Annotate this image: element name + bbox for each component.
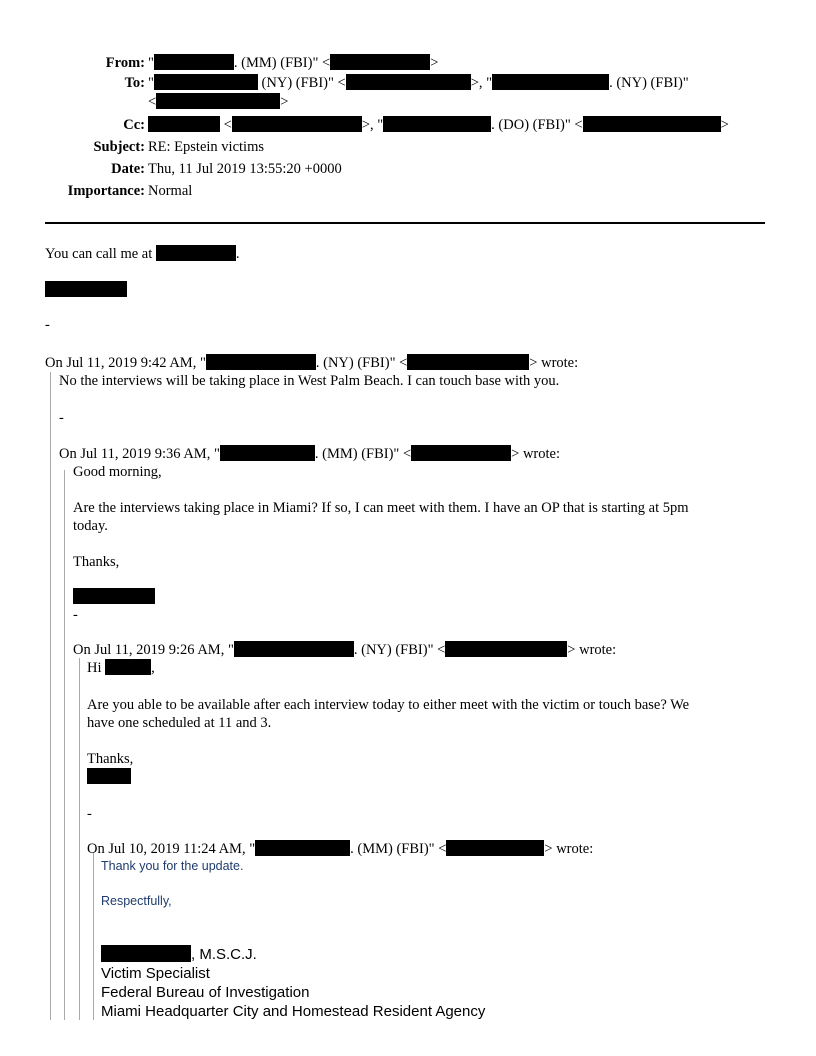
- quote-thanks: Thanks,: [87, 751, 134, 767]
- date-value: Thu, 11 Jul 2019 13:55:20 +0000: [148, 161, 342, 177]
- quote-intro: [73, 641, 616, 659]
- signature-office: Miami Headquarter City and Homestead Resident Agency: [101, 1003, 486, 1020]
- body-text: You can call me at: [45, 246, 156, 262]
- quote-intro-text: > wrote:: [511, 446, 560, 462]
- redaction-block: [383, 116, 491, 132]
- signature-line: [45, 281, 127, 299]
- from-text: ": [148, 55, 154, 71]
- quote-bar: [79, 658, 80, 1020]
- quote-intro-text: On Jul 11, 2019 9:42 AM, ": [45, 355, 206, 371]
- signature-title: Victim Specialist: [101, 965, 210, 982]
- separator-dash: -: [87, 806, 92, 822]
- quote-intro-text: > wrote:: [529, 355, 579, 371]
- quote-intro-text: . (MM) (FBI)" <: [350, 841, 447, 857]
- cc-text: <: [220, 117, 232, 133]
- quote-greeting: Good morning,: [73, 464, 162, 480]
- redaction-block: [154, 74, 258, 90]
- quote-intro-text: > wrote:: [544, 841, 594, 857]
- separator-dash: -: [59, 410, 64, 426]
- redaction-block: [232, 116, 362, 132]
- redaction-block: [101, 945, 191, 962]
- quote-intro-text: On Jul 11, 2019 9:36 AM, ": [59, 446, 220, 462]
- redaction-block: [446, 840, 544, 856]
- date-label: Date:: [111, 161, 145, 177]
- redaction-block: [583, 116, 721, 132]
- separator-dash: -: [45, 317, 50, 333]
- quote-bar: [64, 470, 65, 1020]
- redaction-block: [407, 354, 529, 370]
- quote-greeting-text: Hi: [87, 660, 106, 676]
- redaction-block: [45, 281, 127, 297]
- redaction-block: [105, 659, 151, 675]
- signature-org: Federal Bureau of Investigation: [101, 984, 310, 1001]
- redaction-block: [156, 245, 236, 261]
- to-text: >, ": [470, 75, 493, 91]
- redaction-block: [411, 445, 511, 461]
- redaction-block: [206, 354, 316, 370]
- quote-text: have one scheduled at 11 and 3.: [87, 715, 272, 731]
- cc-text: >: [720, 117, 729, 133]
- to-text: . (NY) (FBI)": [609, 75, 689, 91]
- cc-label: Cc:: [123, 117, 145, 133]
- header-divider: [45, 222, 765, 224]
- from-text: . (MM) (FBI)" <: [233, 55, 331, 71]
- quote-intro: [87, 840, 593, 858]
- to-text: ": [148, 75, 154, 91]
- quote-intro-text: On Jul 11, 2019 9:26 AM, ": [73, 642, 234, 658]
- quote-bar: [93, 852, 94, 1020]
- quote-intro-text: . (NY) (FBI)" <: [353, 642, 446, 658]
- redaction-block: [87, 768, 131, 784]
- quote-text: Are the interviews taking place in Miami? If so, I can meet with them. I have an OP that is starting at 5pm: [73, 500, 689, 516]
- cc-text: . (DO) (FBI)" <: [491, 117, 583, 133]
- to-label: To:: [124, 75, 145, 91]
- quote-text: No the interviews will be taking place in West Palm Beach. I can touch base with you.: [59, 373, 560, 389]
- to-text: <: [148, 94, 157, 110]
- body-line: [45, 245, 240, 263]
- subject-value: RE: Epstein victims: [148, 139, 264, 155]
- redaction-block: [330, 54, 430, 70]
- quote-greeting-text: ,: [151, 660, 155, 676]
- quote-thanks: Thanks,: [73, 554, 120, 570]
- quote-intro: [59, 445, 560, 463]
- redaction-block: [255, 840, 350, 856]
- signature-credential: , M.S.C.J.: [191, 946, 257, 963]
- from-label: From:: [105, 55, 145, 71]
- to-text: >: [280, 94, 289, 110]
- signature-line: [87, 768, 131, 786]
- quote-text: Thank you for the update.: [101, 859, 244, 873]
- redaction-block: [220, 445, 315, 461]
- quote-intro-text: . (NY) (FBI)" <: [315, 355, 408, 371]
- redaction-block: [154, 54, 234, 70]
- from-text: >: [430, 55, 439, 71]
- redaction-block: [234, 641, 354, 657]
- quote-text: today.: [73, 518, 108, 534]
- importance-label: Importance:: [67, 183, 145, 199]
- subject-label: Subject:: [93, 139, 145, 155]
- quote-intro-text: On Jul 10, 2019 11:24 AM, ": [87, 841, 256, 857]
- quote-greeting: [87, 659, 155, 677]
- quote-intro: [45, 354, 578, 372]
- body-text: .: [235, 246, 240, 262]
- signature-line: [73, 588, 155, 606]
- redaction-block: [346, 74, 471, 90]
- redaction-block: [73, 588, 155, 604]
- quote-bar: [50, 372, 51, 1020]
- importance-value: Normal: [148, 183, 193, 199]
- separator-dash: -: [73, 607, 78, 623]
- signature-name: [101, 945, 257, 964]
- redaction-block: [445, 641, 567, 657]
- redaction-block: [148, 116, 220, 132]
- quote-closing: Respectfully,: [101, 894, 172, 908]
- quote-text: Are you able to be available after each interview today to either meet with the victim or touch base? We: [87, 697, 690, 713]
- redaction-block: [492, 74, 609, 90]
- to-text: (NY) (FBI)" <: [257, 75, 346, 91]
- cc-text: >, ": [361, 117, 384, 133]
- redaction-block: [156, 93, 280, 109]
- quote-intro-text: > wrote:: [567, 642, 617, 658]
- quote-intro-text: . (MM) (FBI)" <: [314, 446, 412, 462]
